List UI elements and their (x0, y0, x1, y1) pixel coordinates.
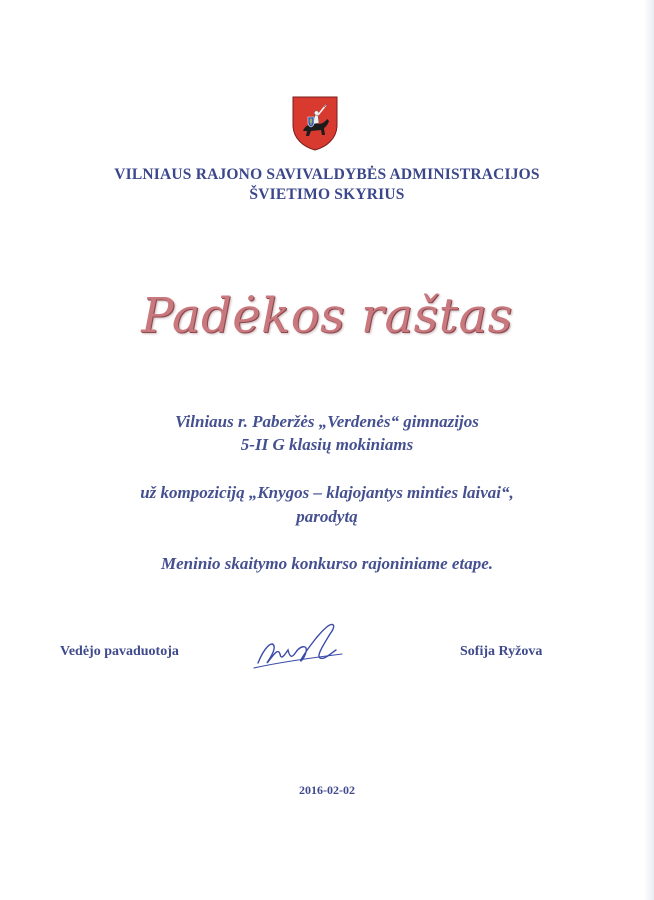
reason-line-2: parodytą (296, 507, 358, 526)
document-date: 2016-02-02 (299, 783, 355, 797)
handwritten-signature (250, 618, 360, 676)
certificate-title: Padėkos raštas (141, 288, 513, 344)
organization-name: VILNIAUS RAJONO SAVIVALDYBĖS ADMINISTRACIJOS (114, 166, 540, 183)
coat-of-arms-icon (291, 95, 339, 151)
recipient-line-2: 5-II G klasių mokiniams (240, 435, 414, 454)
scan-edge-shadow (644, 0, 654, 900)
event-line: Meninio skaitymo konkurso rajoniniame etape. (160, 554, 493, 573)
recipient-line-1: Vilniaus r. Paberžės „Verdenės“ gimnazijos (175, 412, 479, 431)
reason-line-1: už kompoziciją „Knygos – klajojantys minties laivai“, (140, 483, 514, 502)
department-name: ŠVIETIMO SKYRIUS (249, 186, 405, 203)
signer-position: Vedėjo pavaduotoja (60, 644, 179, 659)
signer-name: Sofija Ryžova (460, 644, 543, 659)
